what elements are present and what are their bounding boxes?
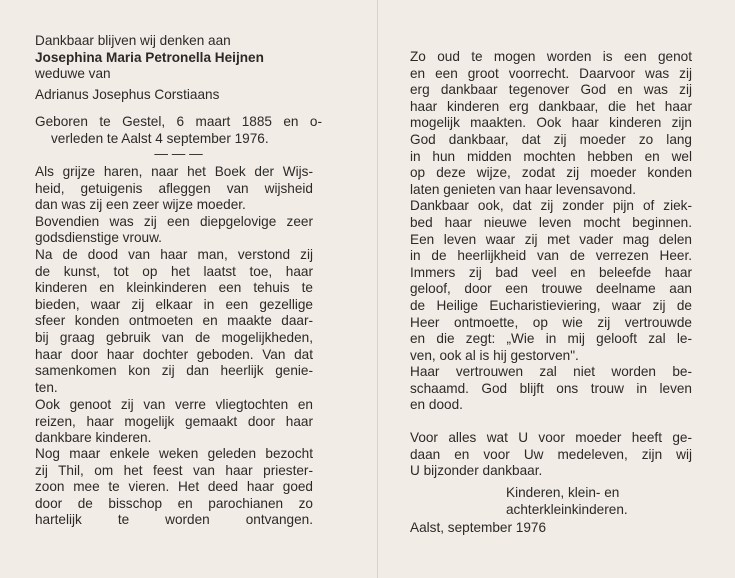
born-line-2: verleden te Aalst 4 september 1976. bbox=[51, 130, 269, 146]
text-line: de kunst, tot op het laatst toe, haar bbox=[35, 263, 313, 279]
text-line: op deze wijze, zodat zij moeder konden bbox=[410, 165, 692, 181]
text-line: erg dankbaar tegenover God en was zij bbox=[410, 82, 692, 98]
text-line: dankbare kinderen. bbox=[35, 430, 152, 446]
deceased-name: Josephina Maria Petronella Heijnen bbox=[35, 49, 264, 65]
text-line: Bovendien was zij een diepgelovige zeer bbox=[35, 213, 313, 229]
divider bbox=[35, 146, 322, 163]
text-line: haar kinderen erg dankbaar, die het haar bbox=[410, 98, 692, 114]
intro-line: Dankbaar blijven wij denken aan bbox=[35, 33, 231, 48]
text-line: bieden, waar zij elkaar in een gezellige bbox=[35, 296, 313, 312]
text-line: heid, getuigenis afleggen van wijsheid bbox=[35, 180, 313, 196]
text-line: in hun midden mochten hebben en wel bbox=[410, 148, 692, 164]
text-line: sfeer konden ontmoeten en maakte daar- bbox=[35, 313, 313, 329]
text-line: God dankbaar, dat zij moeder zo lang bbox=[410, 131, 692, 147]
text-line: en die zegt: „Wie in mij gelooft zal le- bbox=[410, 331, 692, 347]
spouse-name: Adrianus Josephus Corstiaans bbox=[35, 86, 220, 102]
thanks-paragraph bbox=[410, 430, 692, 480]
text-line: bed haar nieuwe leven mocht beginnen. bbox=[410, 214, 692, 230]
text-line: mogelijk maakten. Ook haar kinderen zijn bbox=[410, 115, 692, 131]
text-line: reizen, haar mogelijk gemaakt door haar bbox=[35, 413, 313, 429]
text-line: haar door haar dochter geboden. Van dat bbox=[35, 346, 313, 362]
text-line: Een leven waar zij met vader mag delen bbox=[410, 231, 692, 247]
text-line: Heer ontmoette, op wie zij vertrouwde bbox=[410, 314, 692, 330]
place-date-line: Aalst, september 1976 bbox=[410, 520, 547, 535]
text-line: Nog maar enkele weken geleden bezocht bbox=[35, 446, 313, 461]
text-line: en een groot voorrecht. Daarvoor was zij bbox=[410, 65, 692, 81]
signature-line: Kinderen, klein- en bbox=[506, 485, 620, 500]
divider-dashes: — — — bbox=[154, 146, 203, 161]
text-line: de Heilige Eucharistieviering, waar zij de bbox=[410, 297, 692, 313]
left-paragraph-3 bbox=[35, 397, 313, 447]
text-line: Voor alles wat U voor moeder heeft ge- bbox=[410, 430, 692, 445]
text-line: in de heerlijkheid van de verrezen Heer. bbox=[410, 248, 692, 264]
birth-death-block bbox=[35, 114, 322, 147]
text-line: samenkomen kon zij dan heerlijk genie- bbox=[35, 363, 313, 379]
left-paragraph-4 bbox=[35, 446, 313, 529]
text-line: hartelijk te worden ontvangen. bbox=[35, 512, 313, 528]
text-line: bij graag gebruik van de mogelijkheden, bbox=[35, 329, 313, 345]
text-line: door de bisschop en parochianen zo bbox=[35, 495, 313, 511]
text-line: Als grijze haren, naar het Boek der Wijs- bbox=[35, 164, 313, 179]
text-line: daan en voor Uw medeleven, zijn wij bbox=[410, 446, 692, 462]
text-line: Na de dood van haar man, verstond zij bbox=[35, 247, 313, 262]
fold-line bbox=[377, 0, 378, 578]
text-line: Haar vertrouwen zal niet worden be- bbox=[410, 364, 692, 380]
text-line: laten genieten van haar levensavond. bbox=[410, 181, 636, 197]
signature-block bbox=[506, 485, 686, 518]
text-line: geloof, door een trouwe deelname aan bbox=[410, 281, 692, 297]
left-paragraph-1 bbox=[35, 164, 313, 247]
text-line: ten. bbox=[35, 379, 58, 395]
text-line: Zo oud te mogen worden is een genot bbox=[410, 49, 692, 64]
right-paragraph-1 bbox=[410, 49, 692, 414]
left-header bbox=[35, 33, 315, 103]
place-date bbox=[410, 520, 610, 537]
left-paragraph-2 bbox=[35, 247, 313, 396]
text-line: godsdienstige vrouw. bbox=[35, 230, 162, 246]
text-line: U bijzonder dankbaar. bbox=[410, 463, 543, 479]
text-line: zoon mee te vieren. Het deed haar goed bbox=[35, 479, 313, 495]
born-line-1: Geboren te Gestel, 6 maart 1885 en o- bbox=[35, 114, 322, 129]
text-line: kinderen en kleinkinderen een tehuis te bbox=[35, 280, 313, 296]
text-line: schaamd. God blijft ons trouw in leven bbox=[410, 380, 692, 396]
text-line: en dood. bbox=[410, 397, 463, 413]
text-line: Immers zij bad veel en beleefde haar bbox=[410, 264, 692, 280]
text-line: dan was zij een zeer wijze moeder. bbox=[35, 197, 246, 213]
text-line: Dankbaar ook, dat zij zonder pijn of ziek- bbox=[410, 198, 692, 214]
text-line: ven, ook al is hij gestorven". bbox=[410, 347, 579, 363]
signature-line: achterkleinkinderen. bbox=[506, 501, 628, 517]
text-line: zij Thil, om het feest van haar priester- bbox=[35, 462, 313, 478]
widow-of-line: weduwe van bbox=[35, 66, 111, 82]
text-line: Ook genoot zij van verre vliegtochten en bbox=[35, 397, 313, 412]
